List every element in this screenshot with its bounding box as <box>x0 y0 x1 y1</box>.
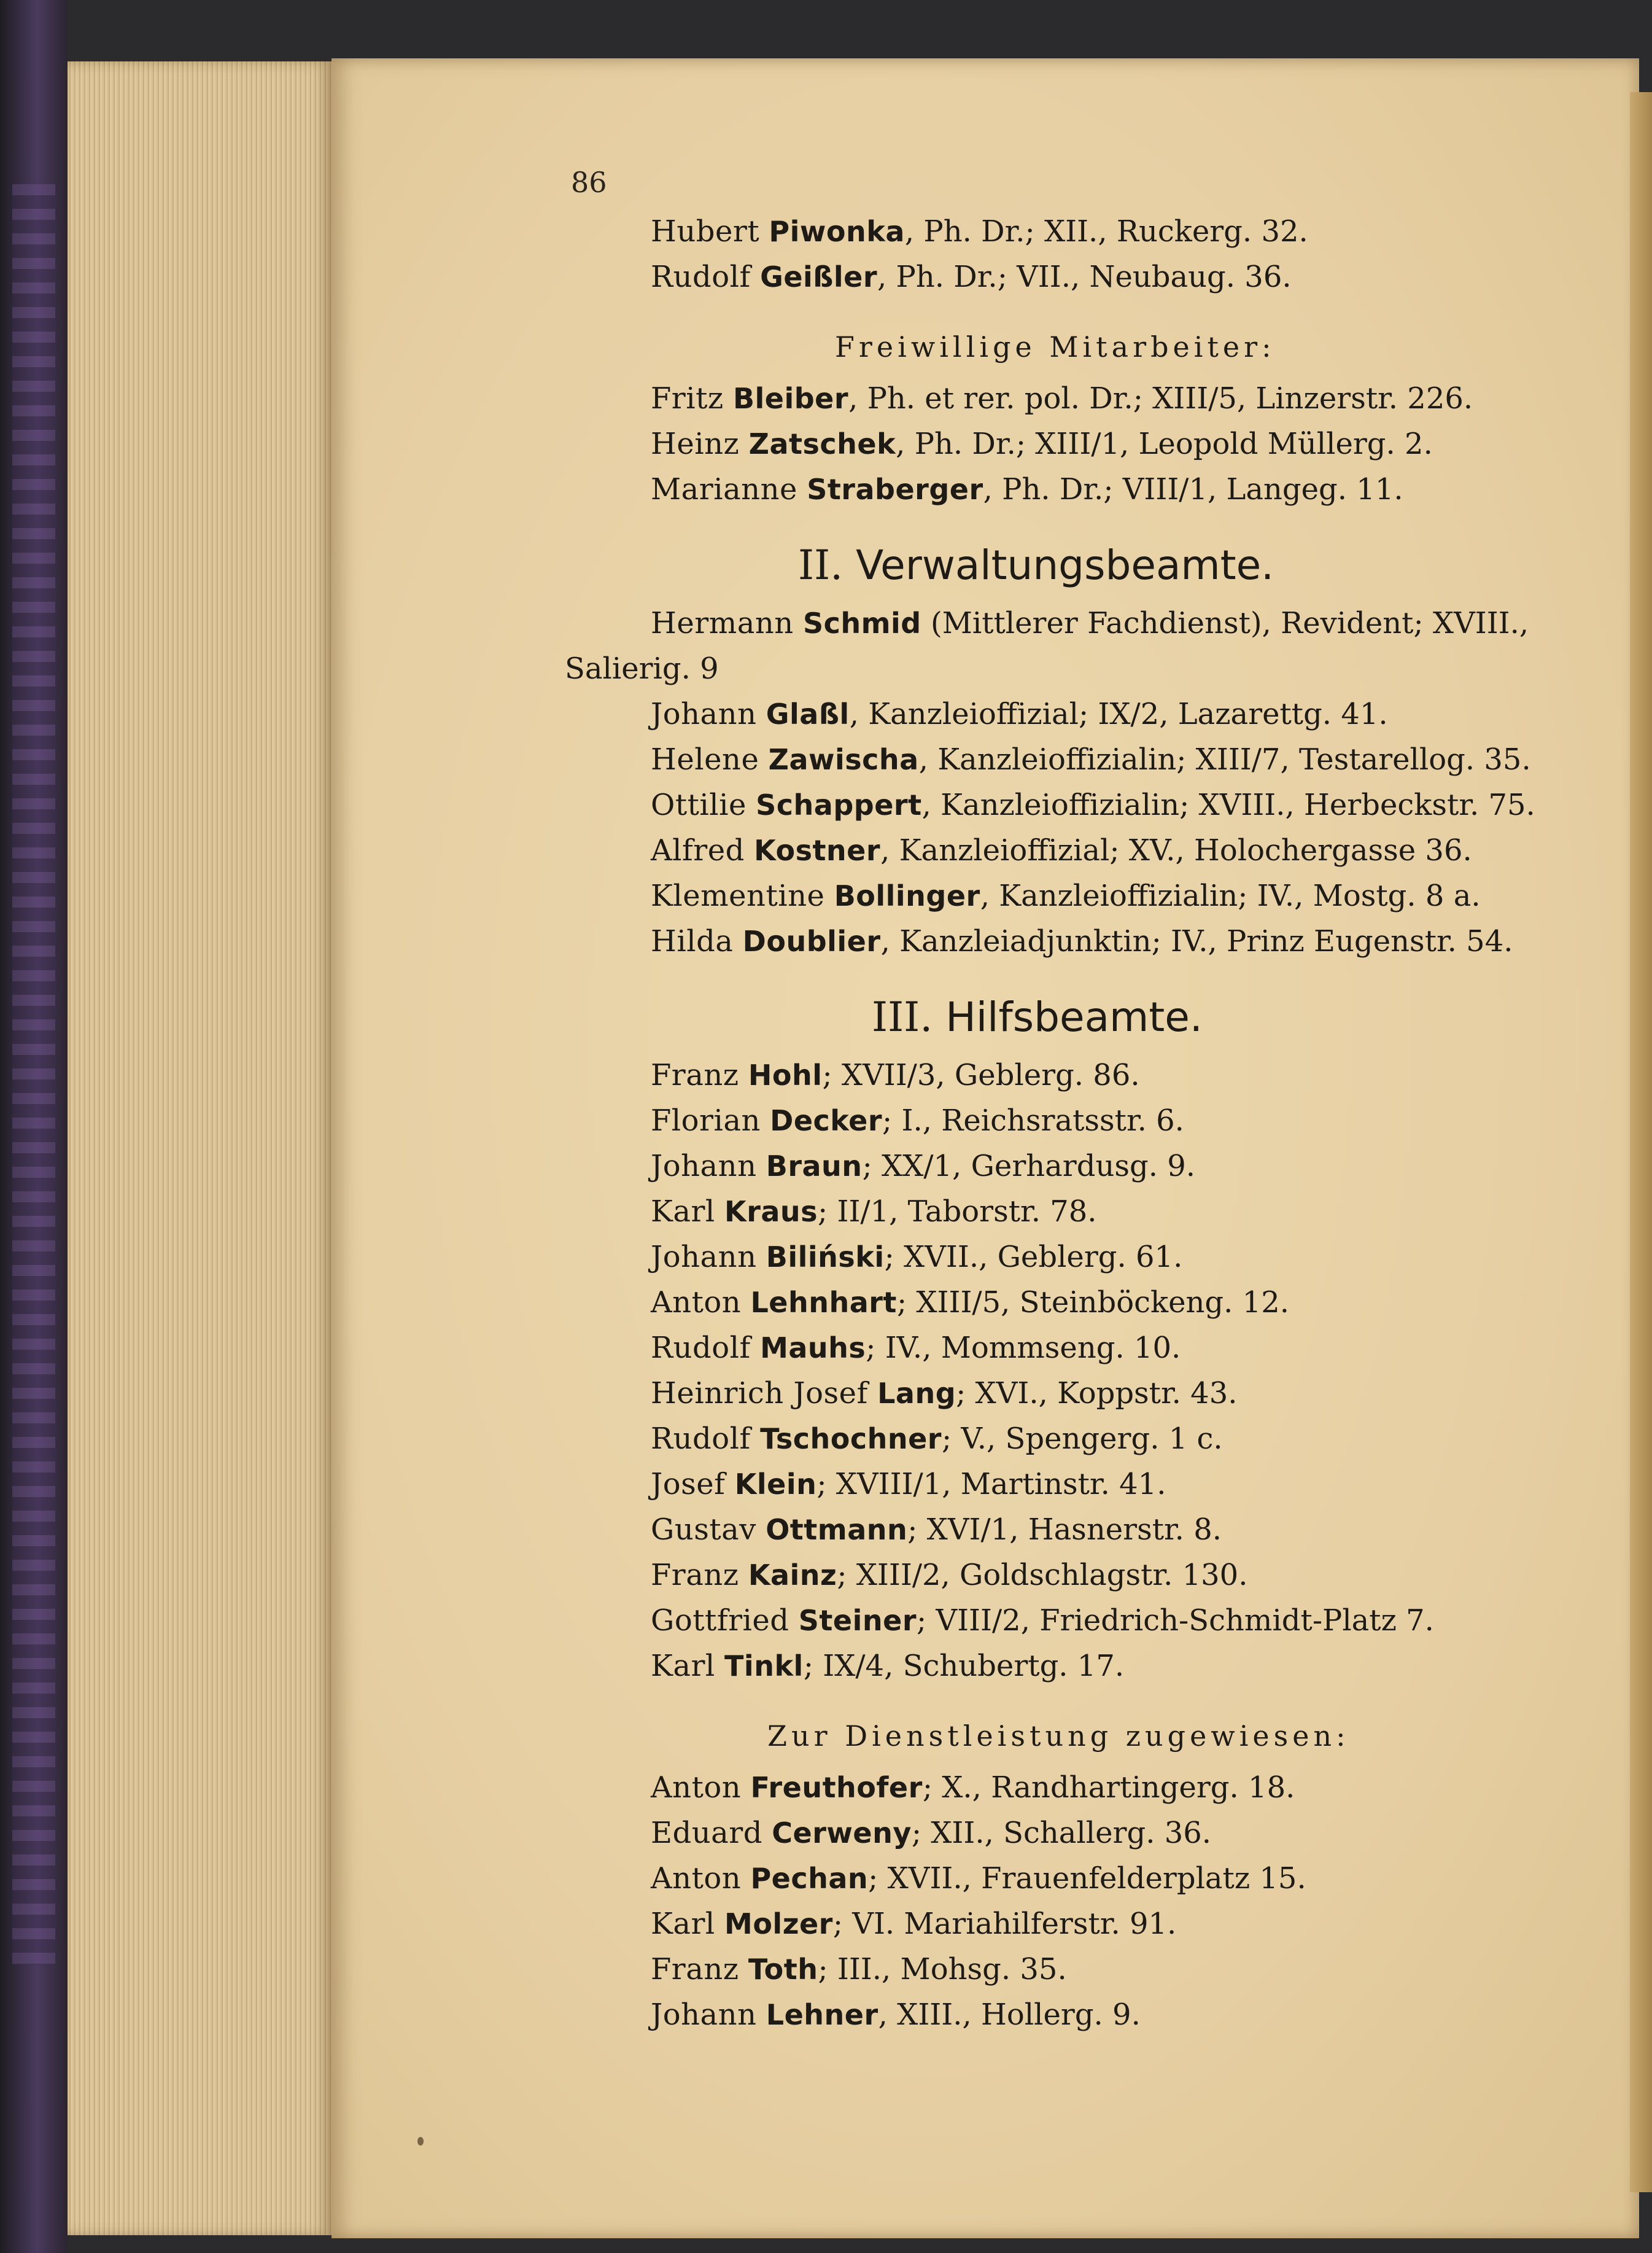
list-item-continuation: Salierig. 9 <box>565 652 719 686</box>
section-heading-hilfsbeamte: III. Hilfsbeamte. <box>872 994 1203 1041</box>
list-item: Anton Pechan; XVII., Frauenfelderplatz 15. <box>651 1861 1306 1896</box>
list-item: Klementine Bollinger, Kanzleioffizialin; IV., Mostg. 8 a. <box>651 879 1481 913</box>
list-item: Gottfried Steiner; VIII/2, Friedrich-Schmidt-Platz 7. <box>651 1603 1434 1638</box>
top-entries <box>651 209 1584 300</box>
list-item: Josef Klein; XVIII/1, Martinstr. 41. <box>651 1467 1166 1501</box>
book-binding <box>0 0 68 2253</box>
list-item: Fritz Bleiber, Ph. et rer. pol. Dr.; XIII/5, Linzerstr. 226. <box>651 381 1473 416</box>
assigned-heading: Zur Dienstleistung zugewiesen: <box>767 1719 1350 1753</box>
page-text <box>565 209 1584 2037</box>
section-heading-verwaltungsbeamte: II. Verwaltungsbeamte. <box>798 542 1274 589</box>
list-item: Helene Zawischa, Kanzleioffizialin; XIII/7, Testarellog. 35. <box>651 742 1531 777</box>
volunteers-list <box>651 376 1584 512</box>
list-item: Hermann Schmid (Mittlerer Fachdienst), Revident; XVIII., <box>651 606 1529 640</box>
list-item: Franz Toth; III., Mohsg. 35. <box>651 1952 1067 1986</box>
list-item: Johann Glaßl, Kanzleioffizial; IX/2, Lazarettg. 41. <box>651 697 1388 731</box>
assigned-list <box>651 1765 1584 2037</box>
list-item: Eduard Cerweny; XII., Schallerg. 36. <box>651 1816 1212 1850</box>
list-item: Alfred Kostner, Kanzleioffizial; XV., Holochergasse 36. <box>651 833 1472 868</box>
list-item: Anton Lehnhart; XIII/5, Steinböckeng. 12. <box>651 1285 1289 1320</box>
list-item: Karl Molzer; VI. Mariahilferstr. 91. <box>651 1907 1177 1941</box>
list-item: Ottilie Schappert, Kanzleioffizialin; XVIII., Herbeckstr. 75. <box>651 788 1535 822</box>
list-item: Rudolf Tschochner; V., Spengerg. 1 c. <box>651 1422 1223 1456</box>
list-item: Gustav Ottmann; XVI/1, Hasnerstr. 8. <box>651 1512 1222 1547</box>
list-item: Hubert Piwonka, Ph. Dr.; XII., Ruckerg. 32. <box>651 214 1308 249</box>
list-item: Karl Kraus; II/1, Taborstr. 78. <box>651 1194 1097 1229</box>
list-item: Franz Kainz; XIII/2, Goldschlagstr. 130. <box>651 1558 1248 1592</box>
page-right-edge <box>1630 92 1652 2192</box>
paper-blemish <box>417 2137 424 2146</box>
list-item: Anton Freuthofer; X., Randhartingerg. 18. <box>651 1770 1295 1805</box>
list-item: Heinrich Josef Lang; XVI., Koppstr. 43. <box>651 1376 1238 1411</box>
list-item: Marianne Straberger, Ph. Dr.; VIII/1, Langeg. 11. <box>651 472 1403 507</box>
list-item: Heinz Zatschek, Ph. Dr.; XIII/1, Leopold Müllerg. 2. <box>651 427 1433 461</box>
list-item: Johann Biliński; XVII., Geblerg. 61. <box>651 1240 1183 1274</box>
list-item: Hilda Doublier, Kanzleiadjunktin; IV., Prinz Eugenstr. 54. <box>651 924 1513 959</box>
page-number: 86 <box>571 166 607 199</box>
section2-list <box>565 601 1584 964</box>
section3-list <box>651 1053 1584 1689</box>
list-item: Rudolf Mauhs; IV., Mommseng. 10. <box>651 1331 1181 1365</box>
list-item: Franz Hohl; XVII/3, Geblerg. 86. <box>651 1058 1140 1092</box>
page-edges <box>68 61 332 2235</box>
list-item: Karl Tinkl; IX/4, Schubertg. 17. <box>651 1649 1125 1683</box>
list-item: Florian Decker; I., Reichsratsstr. 6. <box>651 1103 1184 1138</box>
list-item: Johann Lehner, XIII., Hollerg. 9. <box>651 1998 1141 2032</box>
list-item: Johann Braun; XX/1, Gerhardusg. 9. <box>651 1149 1196 1183</box>
volunteers-heading: Freiwillige Mitarbeiter: <box>835 330 1276 364</box>
list-item: Rudolf Geißler, Ph. Dr.; VII., Neubaug. 36. <box>651 260 1292 294</box>
